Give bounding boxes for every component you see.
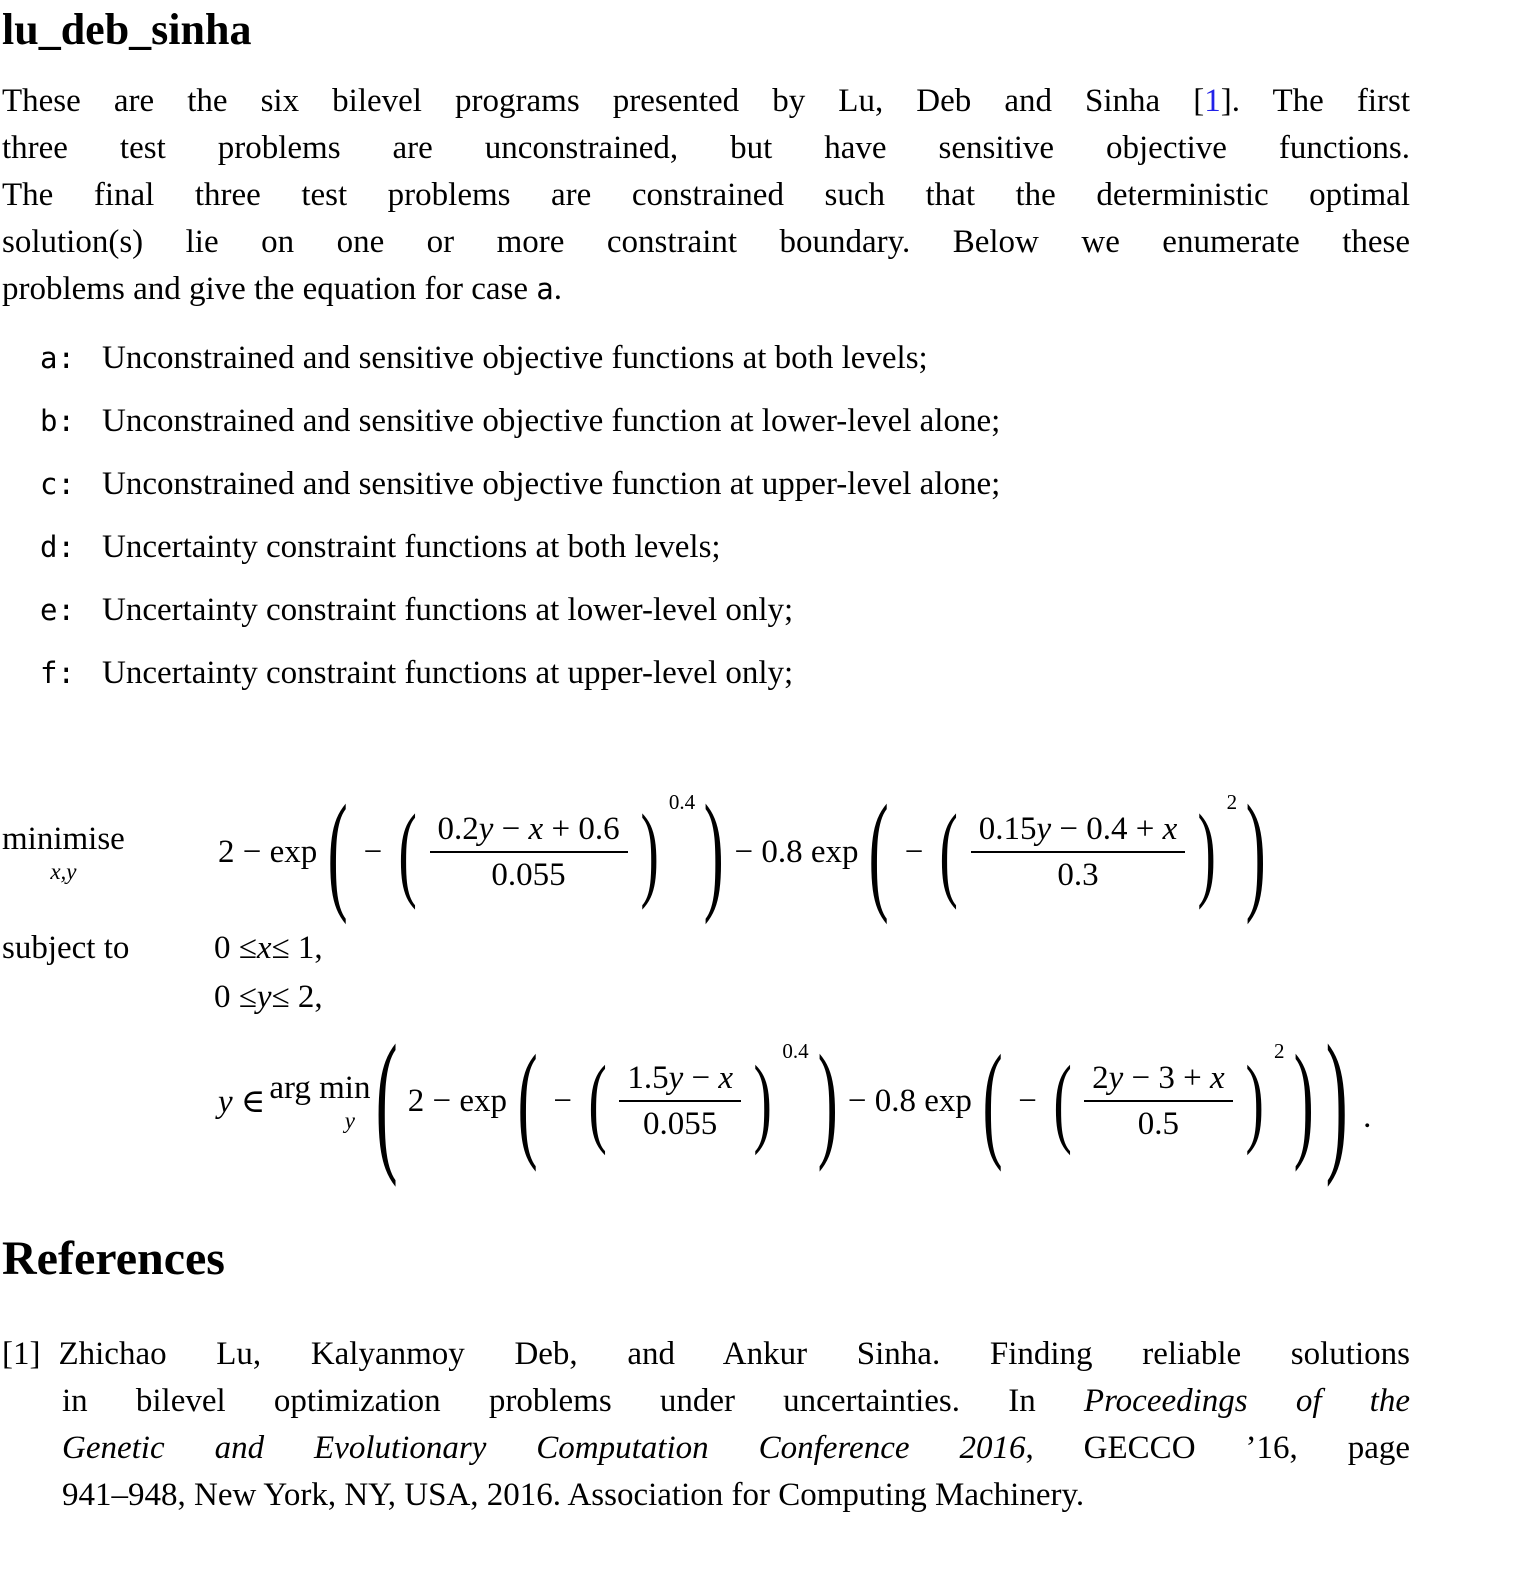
minus-sign: − [1018,1082,1037,1119]
argmin-label: arg min [269,1070,371,1106]
numerator: 2y − 3 + x [1092,1060,1225,1096]
case-text: Unconstrained and sensitive objective functions at both levels; [102,340,928,376]
reference-line-2 [62,1378,1410,1425]
case-label: c: [40,467,75,501]
left-paren: ( [869,777,890,926]
left-paren: ( [588,1045,607,1156]
left-paren: ( [939,792,959,911]
reference-line-3 [62,1425,1410,1472]
denominator: 0.3 [1057,857,1099,893]
reference-text: in bilevel optimization problems under uncertainties. In [62,1383,1084,1419]
minimise-label: minimise [2,821,125,857]
constraint-2: 0 ≤ y ≤ 2, [214,979,323,1015]
case-label: d: [40,530,75,564]
list-item [2,650,1529,697]
left-paren: ( [327,777,348,926]
denominator: 0.055 [643,1106,718,1142]
page-title: lu_deb_sinha [2,5,252,54]
exponent: 2 [1226,789,1238,814]
minimise-subscript: x,y [50,859,77,884]
math-text: 2 − exp [407,1082,508,1119]
right-paren: ) [1197,792,1217,911]
case-list [2,335,1529,697]
right-paren: ) [753,1045,772,1156]
objective-expression [214,777,1272,926]
math-text: − 0.8 exp [734,833,859,870]
denominator: 0.055 [491,857,566,893]
case-text: Uncertainty constraint functions at lower-level only; [102,592,794,628]
minus-sign: − [363,833,383,870]
fraction [1084,1058,1233,1144]
right-paren: ) [817,1028,838,1173]
case-text: Uncertainty constraint functions at upper-level only; [102,655,794,691]
subject-to-label: subject to [2,930,130,966]
denominator: 0.5 [1137,1106,1180,1142]
math-text: y ∈ [218,1084,266,1120]
fraction-bar [619,1100,741,1102]
intro-line-4: solution(s) lie on one or more constraint boundary. Below we enumerate these [2,224,1410,260]
numerator: 1.5y − x [627,1060,733,1096]
reference-text: , GECCO ’16, page [1025,1430,1410,1466]
reference-line-4: 941–948, New York, NY, USA, 2016. Association for Computing Machinery. [62,1477,1085,1513]
argmin-row [2,1012,1529,1188]
minus-sign: − [904,833,924,870]
fraction-bar [430,851,628,853]
case-code: a [536,272,554,306]
fraction [971,809,1186,895]
fraction [619,1058,741,1144]
math-text: 2 − exp [218,833,318,870]
intro-text: These are the six bilevel programs presented by Lu, Deb and Sinha [ [2,83,1205,119]
case-text: Unconstrained and sensitive objective function at upper-level alone; [102,466,1001,502]
right-paren: ) [703,777,724,926]
left-paren: ( [517,1028,538,1173]
intro-line-1 [2,78,1410,125]
right-paren: ) [1325,1012,1348,1188]
minimise-operator [2,819,214,885]
numerator: 0.15y − 0.4 + x [978,811,1178,847]
objective-row [2,777,1529,926]
case-text: Uncertainty constraint functions at both levels; [102,529,721,565]
intro-text: problems and give the equation for case [2,271,537,307]
list-item [2,335,1529,382]
lower-level-expression [214,1012,1372,1188]
list-item [2,398,1529,445]
left-paren: ( [1053,1045,1072,1156]
case-label: a: [40,341,75,375]
fraction [430,809,628,895]
constraint-1: 0 ≤ x ≤ 1, [214,930,323,966]
right-paren: ) [1245,777,1266,926]
reference-marker: [1] [2,1336,41,1372]
citation-link[interactable]: 1 [1204,83,1221,119]
reference-title-italic: Genetic and Evolutionary Computation Conference 2016 [62,1430,1026,1466]
argmin-operator [269,1068,370,1134]
intro-paragraph [2,78,1410,313]
intro-line-3: The final three test problems are constrained such that the deterministic optimal [2,177,1410,213]
case-label: f: [40,656,75,690]
reference-title-italic: Proceedings of the [1083,1383,1410,1419]
references-heading: References [2,1232,225,1285]
fraction-bar [971,851,1186,853]
left-paren: ( [376,1012,399,1188]
intro-text: ]. The first [1220,83,1410,119]
right-paren: ) [640,792,659,911]
right-paren: ) [1293,1028,1314,1173]
exponent: 2 [1274,1038,1285,1063]
math-text: − 0.8 exp [847,1082,972,1119]
minus-sign: − [553,1082,572,1119]
constraint-row-2 [2,979,1529,1016]
reference-line-1 [2,1331,1410,1378]
exponent: 0.4 [782,1038,809,1063]
case-text: Unconstrained and sensitive objective function at lower-level alone; [102,403,1001,439]
numerator: 0.2y − x + 0.6 [437,811,620,847]
bilevel-equation [2,777,1529,1188]
fraction-bar [1084,1100,1233,1102]
intro-line-2: three test problems are unconstrained, but have sensitive objective functions. [2,130,1410,166]
right-paren: ) [1245,1045,1264,1156]
list-item [2,587,1529,634]
document-page [2,4,1529,1519]
reference-text: Zhichao Lu, Kalyanmoy Deb, and Ankur Sinha. Finding reliable solutions [58,1336,1410,1372]
list-item [2,461,1529,508]
exponent: 0.4 [668,789,696,814]
left-paren: ( [398,792,418,911]
end-period: . [1363,1098,1372,1135]
case-label: e: [40,593,75,627]
intro-line-5 [2,266,1410,313]
constraint-row-1 [2,930,1529,967]
intro-text: . [553,271,562,307]
list-item [2,524,1529,571]
argmin-subscript: y [344,1108,356,1133]
left-paren: ( [982,1028,1003,1173]
reference-entry [2,1331,1410,1519]
case-label: b: [40,404,75,438]
